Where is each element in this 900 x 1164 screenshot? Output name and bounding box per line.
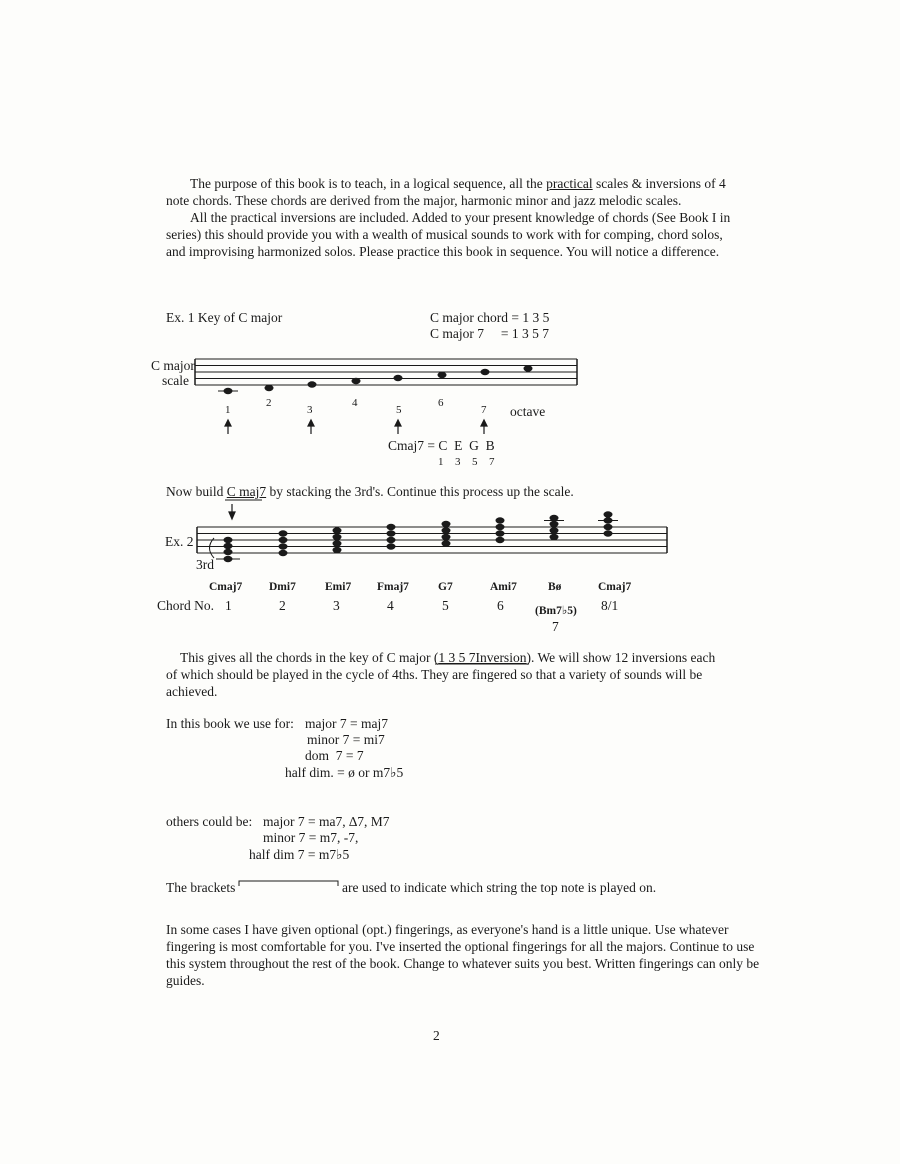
page-number: 2 [433,1028,440,1043]
degree-label: 7 [481,404,487,416]
intro-paragraph-2: All the practical inversions are included. Added to your present knowledge of chords (See Book I in series) this should provide you with a wealth of musical sounds to work with for comping, chord solos, and improvising harmonized solos. Please practice this book in sequence. You will notice a difference. [166,210,731,259]
chord-number-b: 7 [552,619,559,634]
chord-number: 1 [225,598,232,613]
chord-name: Cmaj7 [598,581,632,593]
ex1-notes [224,365,533,394]
others-label: others could be: [166,814,253,829]
chord-name: Bø [548,581,562,593]
ex1-staff [195,359,577,391]
chord-number: 4 [387,598,394,613]
chord-number: (Bm7♭5) [535,605,577,617]
note-head [524,365,533,371]
ex2-staff [197,521,667,560]
degree-label: 5 [396,404,402,416]
fingering-paragraph: In some cases I have given optional (opt.) fingerings, as everyone's hand is a little unique. Use whatever fingering is most comfortable for you. I've inserted the optional fingerings for all the majors. Continue to use this system throughout the rest of the book. Change to whatever suits you best. Written fingerings can only be guides. [166,922,760,988]
note-head [438,372,447,378]
intro-paragraph-1: The purpose of this book is to teach, in a logical sequence, all the practical scales & inversions of 4 note chords. These chords are derived from the major, harmonic minor and jazz melodic scales. [166,176,726,208]
chord-name: Ami7 [490,581,517,593]
others-line: minor 7 = m7, -7, [263,830,359,845]
major7-chord-formula: C major 7 = 1 3 5 7 [430,326,549,341]
staff-label-line2: scale [162,373,189,388]
chord-name: Dmi7 [269,581,296,593]
cmaj7-formula: Cmaj7 = C E G B [388,438,495,453]
up-arrow-icon [225,420,487,434]
staff-label-line1: C major [151,358,195,373]
chord-name: Emi7 [325,581,352,593]
ex2-label: Ex. 2 [165,534,194,549]
use-line: half dim. = ø or m7♭5 [285,765,404,780]
others-line: half dim 7 = m7♭5 [249,847,350,862]
cmaj7-degrees: 1 3 5 7 [438,456,495,468]
bracket-sample [239,881,338,886]
chord-number: 2 [279,598,286,613]
use-line: dom 7 = 7 [305,748,364,763]
chord-number: 6 [497,598,504,613]
down-arrow-icon [229,504,235,519]
major-chord-formula: C major chord = 1 3 5 [430,310,550,325]
chord-name: Cmaj7 [209,581,243,593]
note-head [352,378,361,384]
degree-label: 4 [352,397,358,409]
stacking-brace [210,538,215,558]
use-line: major 7 = maj7 [305,716,388,731]
chord-number: 8/1 [601,598,619,613]
octave-label: octave [510,404,546,419]
degree-label: 1 [225,404,231,416]
chord-no-label: Chord No. [157,598,214,613]
degree-label: 2 [266,397,272,409]
chord-number: 3 [333,598,340,613]
ex1-label: Ex. 1 Key of C major [166,310,283,325]
note-head [265,385,274,391]
brackets-text-start: The brackets [166,880,236,895]
others-line: major 7 = ma7, ∆7, M7 [263,814,390,829]
chord-name: G7 [438,581,453,593]
ex2-chords [224,511,613,562]
degree-label: 3 [307,404,313,416]
degree-label: 6 [438,397,444,409]
note-head [481,369,490,375]
note-head [224,388,233,394]
chord-name: Fmaj7 [377,581,409,593]
third-label: 3rd [196,557,214,572]
note-head [394,375,403,381]
chord-number: 5 [442,598,449,613]
practical-word: practical [546,176,593,191]
note-head [308,381,317,387]
build-instruction: Now build C maj7 by stacking the 3rd's. Continue this process up the scale. [166,484,574,499]
gives-paragraph: This gives all the chords in the key of C major (1 3 5 7Inversion). We will show 12 inversions each of which should be played in the cycle of 4ths. They are fingered so that a variety of sounds will be achieved. [166,650,716,699]
use-label: In this book we use for: [166,716,294,731]
use-line: minor 7 = mi7 [307,732,385,747]
brackets-text-end: are used to indicate which string the top note is played on. [342,880,657,895]
